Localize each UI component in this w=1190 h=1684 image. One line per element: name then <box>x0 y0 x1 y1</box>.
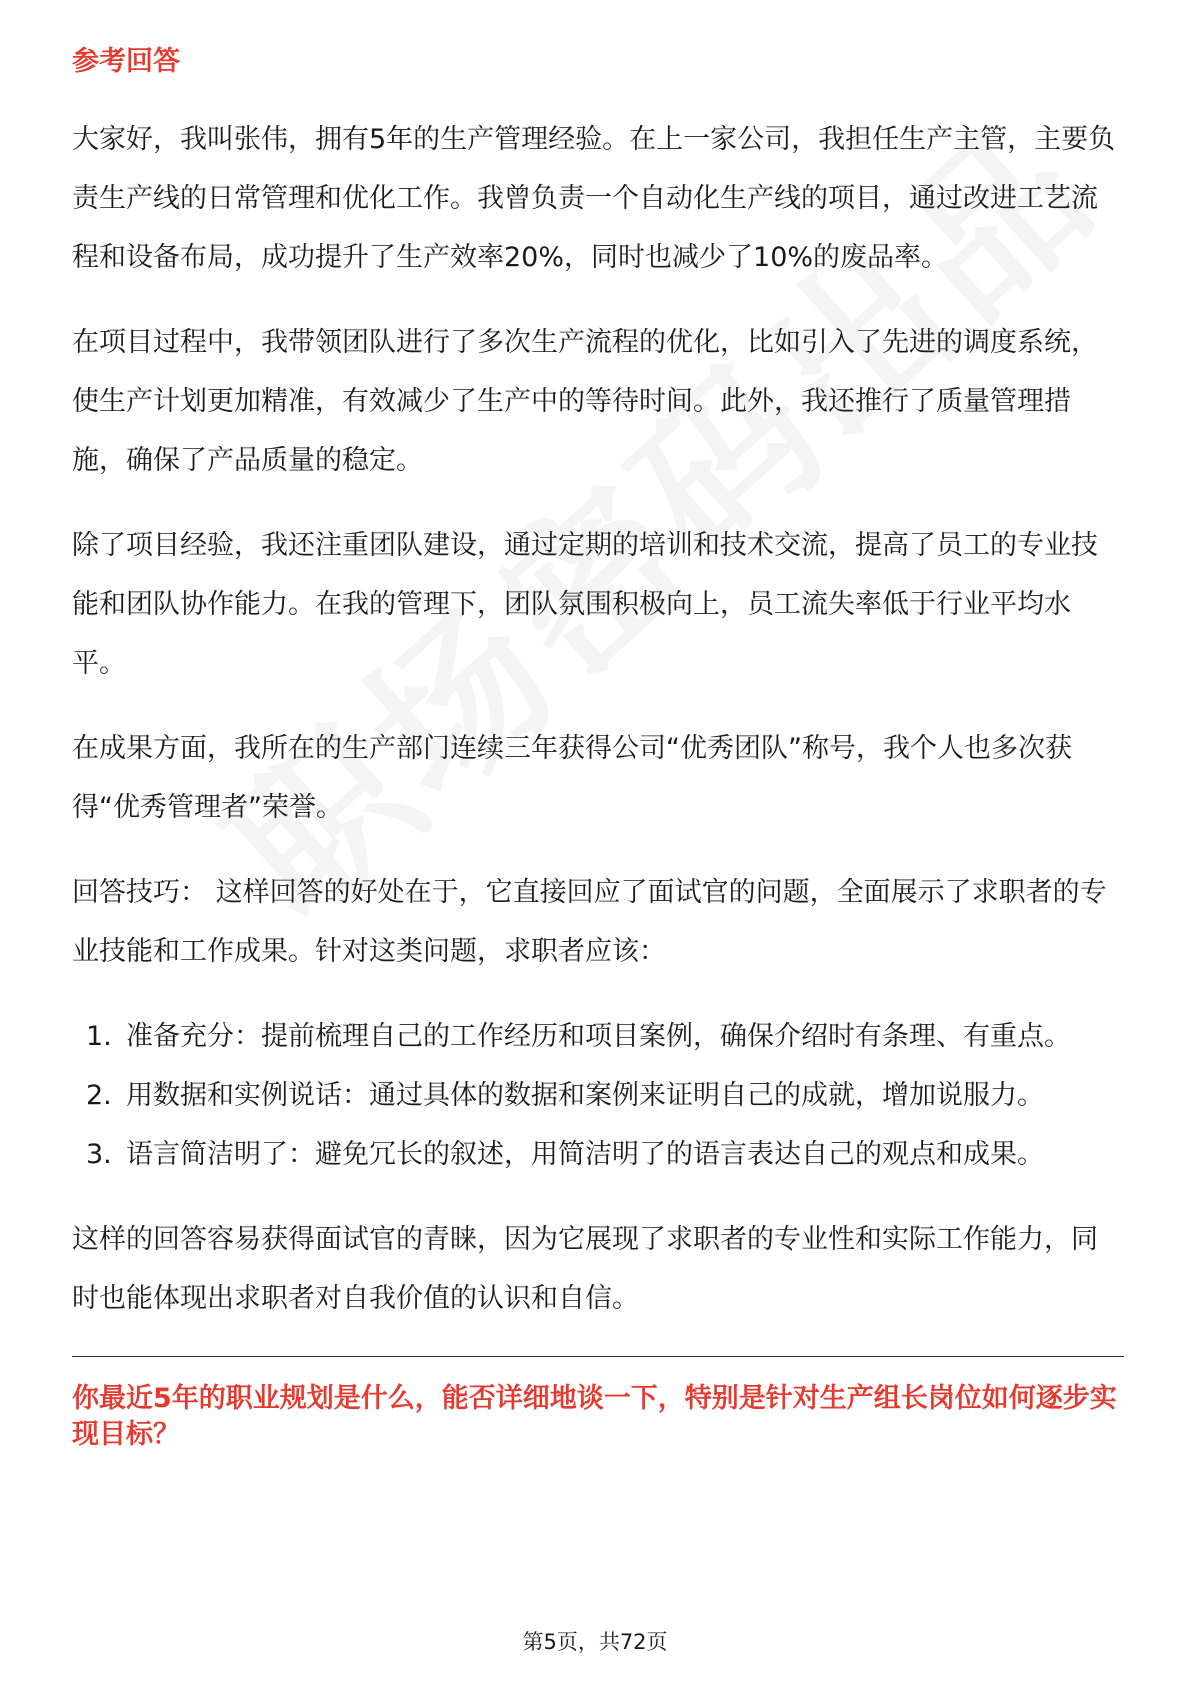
list-item-number: 2. <box>86 1080 112 1111</box>
paragraph-project: 在项目过程中，我带领团队进行了多次生产流程的优化，比如引入了先进的调度系统，使生产计划更加精准，有效减少了生产中的等待时间。此外，我还推行了质量管理措施，确保了产品质量的稳定。 <box>72 327 1098 476</box>
section-divider <box>72 1356 1124 1357</box>
list-item <box>72 1007 1124 1066</box>
paragraph-intro: 大家好，我叫张伟，拥有5年的生产管理经验。在上一家公司，我担任生产主管，主要负责生产线的日常管理和优化工作。我曾负责一个自动化生产线的项目，通过改进工艺流程和设备布局，成功提升了生产效率20%，同时也减少了10%的废品率。 <box>72 124 1116 273</box>
paragraph-closing: 这样的回答容易获得面试官的青睐，因为它展现了求职者的专业性和实际工作能力，同时也能体现出求职者对自我价值的认识和自信。 <box>72 1224 1098 1314</box>
list-item-text: 准备充分：提前梳理自己的工作经历和项目案例，确保介绍时有条理、有重点。 <box>126 1021 1071 1052</box>
list-item <box>72 1125 1124 1184</box>
document-page <box>72 44 1124 1453</box>
next-question: 你最近5年的职业规划是什么，能否详细地谈一下，特别是针对生产组长岗位如何逐步实现目标？ <box>72 1383 1117 1450</box>
list-item-text: 用数据和实例说话：通过具体的数据和案例来证明自己的成就，增加说服力。 <box>126 1080 1044 1111</box>
list-item-number: 3. <box>86 1139 112 1170</box>
page-number-footer: 第5页，共72页 <box>522 1630 668 1654</box>
paragraph-tips: 回答技巧： 这样回答的好处在于，它直接回应了面试官的问题，全面展示了求职者的专业技能和工作成果。针对这类问题，求职者应该： <box>72 877 1107 967</box>
list-item-text: 语言简洁明了：避免冗长的叙述，用简洁明了的语言表达自己的观点和成果。 <box>126 1139 1044 1170</box>
tips-list <box>72 1007 1124 1184</box>
list-item <box>72 1066 1124 1125</box>
list-item-number: 1. <box>86 1021 112 1052</box>
paragraph-team: 除了项目经验，我还注重团队建设，通过定期的培训和技术交流，提高了员工的专业技能和团队协作能力。在我的管理下，团队氛围积极向上，员工流失率低于行业平均水平。 <box>72 530 1098 679</box>
paragraph-achievements: 在成果方面，我所在的生产部门连续三年获得公司“优秀团队”称号，我个人也多次获得“优秀管理者”荣誉。 <box>72 733 1072 823</box>
answer-heading: 参考回答 <box>72 46 180 77</box>
